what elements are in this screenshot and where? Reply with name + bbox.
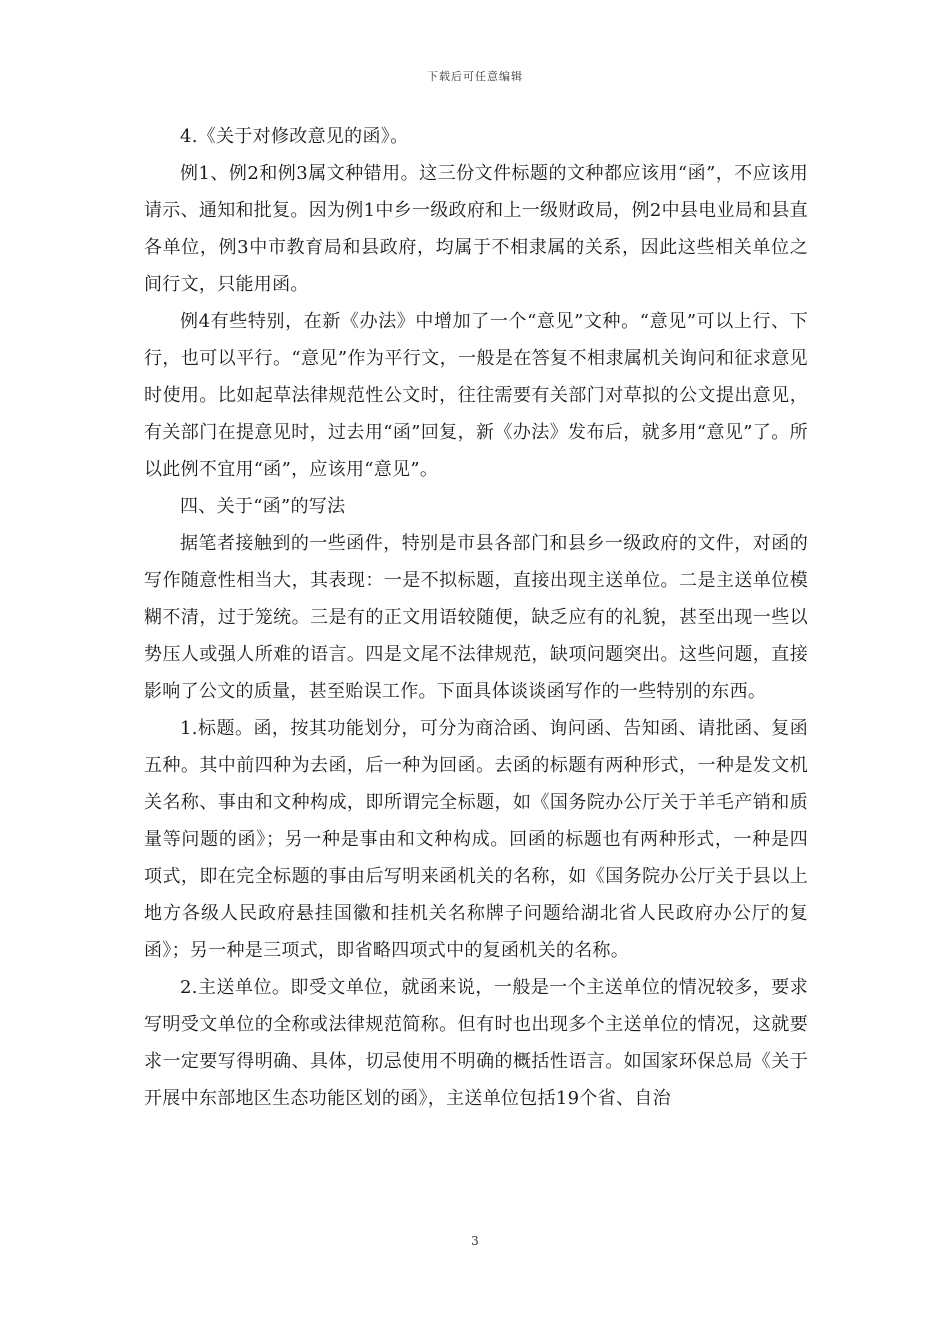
page-number: 3	[471, 1234, 479, 1248]
paragraph: 2.主送单位。即受文单位，就函来说，一般是一个主送单位的情况较多，要求写明受文单位的全称或法律规范简称。但有时也出现多个主送单位的情况，这就要求一定要写得明确、具体，切忌使用不明确的概括性语言。如国家环保总局《关于开展中东部地区生态功能区划的函》，主送单位包括19个省、自治	[144, 977, 808, 1109]
section-heading: 四、关于“函”的写法	[180, 496, 346, 517]
paragraph: 据笔者接触到的一些函件，特别是市县各部门和县乡一级政府的文件，对函的写作随意性相当大，其表现：一是不拟标题，直接出现主送单位。二是主送单位模糊不清，过于笼统。三是有的正文用语较随便，缺乏应有的礼貌，甚至出现一些以势压人或强人所难的语言。四是文尾不法律规范，缺项问题突出。这些问题，直接影响了公文的质量，甚至贻误工作。下面具体谈谈函写作的一些特别的东西。	[144, 533, 808, 702]
page-header: 下载后可任意编辑	[427, 70, 523, 83]
paragraph: 4.《关于对修改意见的函》。	[180, 126, 409, 147]
paragraph: 例1、例2和例3属文种错用。这三份文件标题的文种都应该用“函”，不应该用请示、通知和批复。因为例1中乡一级政府和上一级财政局，例2中县电业局和县直各单位，例3中市教育局和县政府，均属于不相隶属的关系，因此这些相关单位之间行文，只能用函。	[144, 163, 809, 295]
document-body	[144, 118, 808, 1117]
paragraph: 1.标题。函，按其功能划分，可分为商洽函、询问函、告知函、请批函、复函五种。其中前四种为去函，后一种为回函。去函的标题有两种形式，一种是发文机关名称、事由和文种构成，即所谓完全标题，如《国务院办公厅关于羊毛产销和质量等问题的函》；另一种是事由和文种构成。回函的标题也有两种形式，一种是四项式，即在完全标题的事由后写明来函机关的名称，如《国务院办公厅关于县以上地方各级人民政府悬挂国徽和挂机关名称牌子问题给湖北省人民政府办公厅的复函》；另一种是三项式，即省略四项式中的复函机关的名称。	[144, 718, 808, 961]
paragraph: 例4有些特别，在新《办法》中增加了一个“意见”文种。“意见”可以上行、下行，也可以平行。“意见”作为平行文，一般是在答复不相隶属机关询问和征求意见时使用。比如起草法律规范性公文时，往往需要有关部门对草拟的公文提出意见，有关部门在提意见时，过去用“函”回复，新《办法》发布后，就多用“意见”了。所以此例不宜用“函”，应该用“意见”。	[144, 311, 808, 480]
